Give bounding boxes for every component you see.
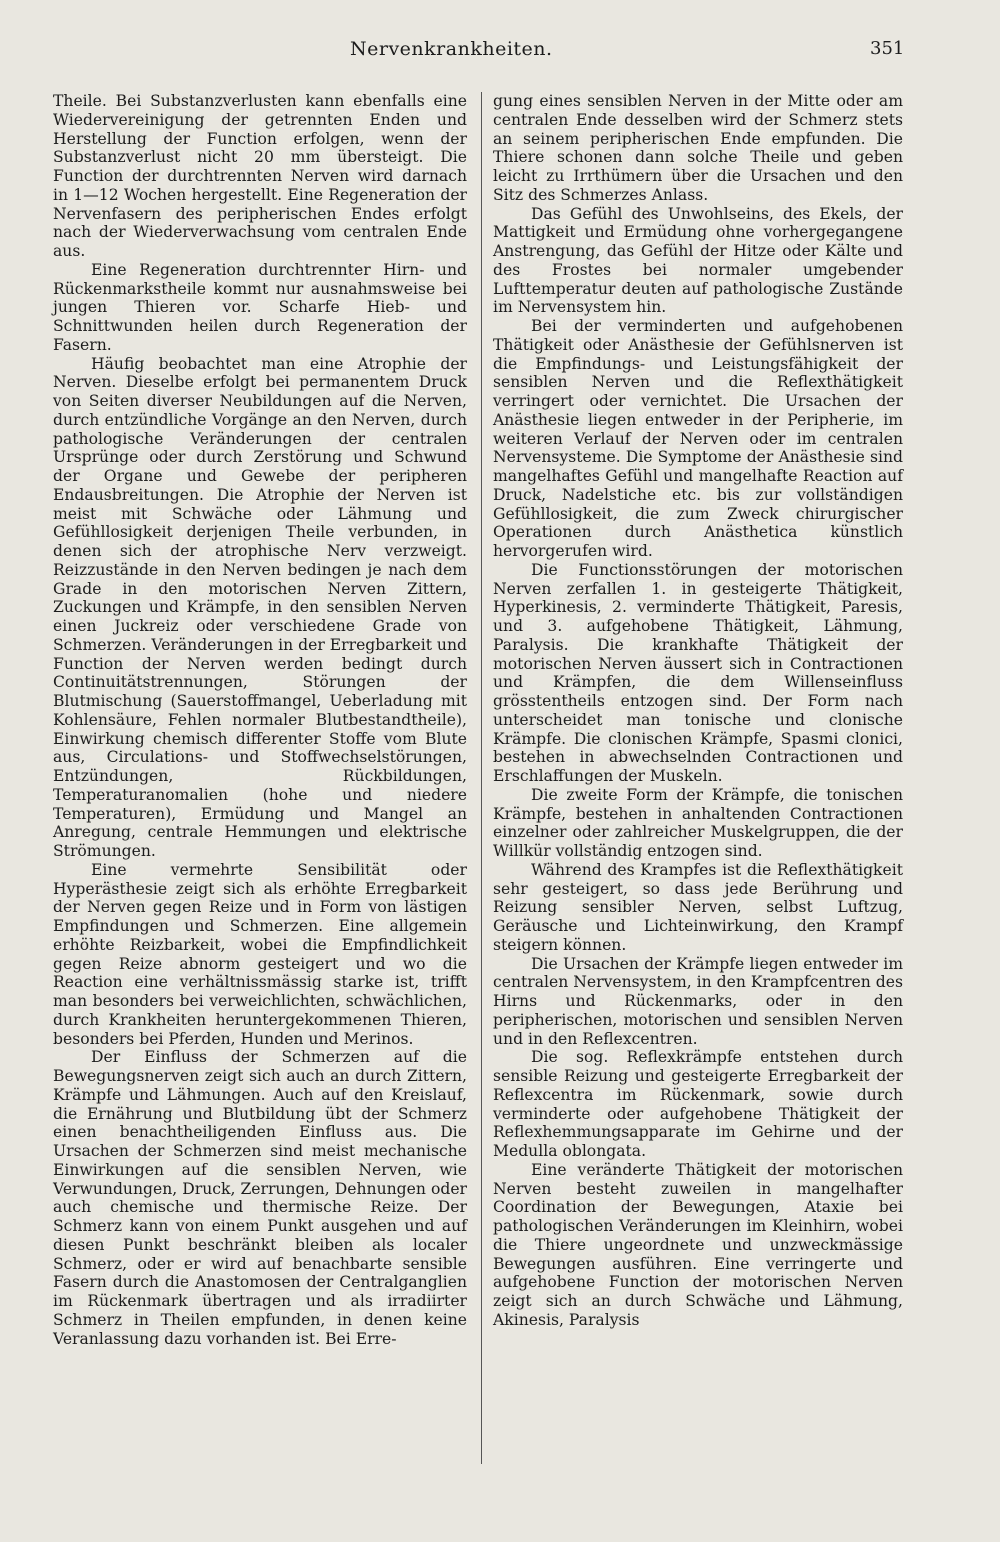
right-column: [493, 92, 903, 1330]
paragraph: Eine Regeneration durchtrennter Hirn- und Rückenmarkstheile kommt nur ausnahmsweise bei jungen Thieren vor. Scharfe Hieb- und Schnittwunden heilen durch Regeneration der Fasern.: [53, 260, 467, 354]
left-column: [53, 92, 467, 1348]
paragraph: Das Gefühl des Unwohlseins, des Ekels, der Mattigkeit und Ermüdung ohne vorhergegangene Anstrengung, das Gefühl der Hitze oder Kälte und des Frostes bei normaler umgebender Lufttemperatur deuten auf pathologische Zustände im Nervensystem hin.: [493, 204, 903, 317]
paragraph: Die Ursachen der Krämpfe liegen entweder im centralen Nervensystem, in den Krampfcentren des Hirns und Rückenmarks, oder in den peripherischen, motorischen und sensiblen Nerven und in den Reflexcentren.: [493, 954, 903, 1048]
paragraph: Theile. Bei Substanzverlusten kann ebenfalls eine Wiedervereinigung der getrennten Enden und Herstellung der Function erfolgen, wenn der Substanzverlust nicht 20 mm übersteigt. Die Function der durchtrennten Nerven wird darnach in 1—12 Wochen hergestellt. Eine Regeneration der Nervenfasern des peripherischen Endes erfolgt nach der Wiederverwachsung vom centralen Ende aus.: [53, 92, 467, 260]
paragraph: Eine veränderte Thätigkeit der motorischen Nerven besteht zuweilen in mangelhafter Coordination der Bewegungen, Ataxie bei pathologischen Veränderungen im Kleinhirn, wobei die Thiere ungeordnete und unzweckmässige Bewegungen ausführen. Eine verringerte und aufgehobene Function der motorischen Nerven zeigt sich an durch Schwäche und Lähmung, Akinesis, Paralysis: [493, 1160, 903, 1329]
page-number: 351: [870, 38, 905, 59]
paragraph: Während des Krampfes ist die Reflexthätigkeit sehr gesteigert, so dass jede Berührung und Reizung sensibler Nerven, selbst Luftzug, Geräusche und Lichteinwirkung, den Krampf steigern können.: [493, 860, 903, 954]
paragraph: Häufig beobachtet man eine Atrophie der Nerven. Dieselbe erfolgt bei permanentem Druck von Seiten diverser Neubildungen auf die Nerven, durch entzündliche Vorgänge an den Nerven, durch pathologische Veränderungen der centralen Ursprünge oder durch Zerstörung und Schwund der Organe und Gewebe der peripheren Endausbreitungen. Die Atrophie der Nerven ist meist mit Schwäche oder Lähmung und Gefühllosigkeit derjenigen Theile verbunden, in denen sich der atrophische Nerv verzweigt. Reizzustände in den Nerven bedingen je nach dem Grade in den motorischen Nerven Zittern, Zuckungen und Krämpfe, in den sensiblen Nerven einen Juckreiz oder verschiedene Grade von Schmerzen. Veränderungen in der Erregbarkeit und Function der Nerven werden bedingt durch Continuitätstrennungen, Störungen der Blutmischung (Sauerstoffmangel, Ueberladung mit Kohlensäure, Fehlen normaler Blutbestandtheile), Einwirkung chemisch differenter Stoffe vom Blute aus, Circulations- und Stoffwechselstörungen, Entzündungen, Rückbildungen, Temperaturanomalien (hohe und niedere Temperaturen), Ermüdung und Mangel an Anregung, centrale Hemmungen und elektrische Strömungen.: [53, 354, 467, 860]
running-title: Nervenkrankheiten.: [350, 38, 553, 60]
page-header: [0, 38, 1000, 68]
paragraph: Der Einfluss der Schmerzen auf die Bewegungsnerven zeigt sich auch an durch Zittern, Krämpfe und Lähmungen. Auch auf den Kreislauf, die Ernährung und Blutbildung übt der Schmerz einen benachtheiligenden Einfluss aus. Die Ursachen der Schmerzen sind meist mechanische Einwirkungen auf die sensiblen Nerven, wie Verwundungen, Druck, Zerrungen, Dehnungen oder auch chemische und thermische Reize. Der Schmerz kann von einem Punkt ausgehen und auf diesen Punkt beschränkt bleiben als localer Schmerz, oder er wird auf benachbarte sensible Fasern durch die Anastomosen der Centralganglien im Rückenmark übertragen und als irradiirter Schmerz in Theilen empfunden, in denen keine Veranlassung dazu vorhanden ist. Bei Erre-: [53, 1048, 467, 1348]
paragraph: Die zweite Form der Krämpfe, die tonischen Krämpfe, bestehen in anhaltenden Contractionen einzelner oder zahlreicher Muskelgruppen, die der Willkür vollständig entzogen sind.: [493, 785, 903, 860]
paragraph: gung eines sensiblen Nerven in der Mitte oder am centralen Ende desselben wird der Schmerz stets an seinem peripherischen Ende empfunden. Die Thiere schonen dann solche Theile und geben leicht zu Irrthümern über die Ursachen und den Sitz des Schmerzes Anlass.: [493, 92, 903, 204]
paragraph: Eine vermehrte Sensibilität oder Hyperästhesie zeigt sich als erhöhte Erregbarkeit der Nerven gegen Reize und in Form von lästigen Empfindungen und Schmerzen. Eine allgemein erhöhte Reizbarkeit, wobei die Empfindlichkeit gegen Reize abnorm gesteigert und wo die Reaction eine verhältnissmässig starke ist, trifft man besonders bei verweichlichten, schwächlichen, durch Krankheiten heruntergekommenen Thieren, besonders bei Pferden, Hunden und Merinos.: [53, 860, 467, 1048]
paragraph: Die Functionsstörungen der motorischen Nerven zerfallen 1. in gesteigerte Thätigkeit, Hyperkinesis, 2. verminderte Thätigkeit, Paresis, und 3. aufgehobene Thätigkeit, Lähmung, Paralysis. Die krankhafte Thätigkeit der motorischen Nerven äussert sich in Contractionen und Krämpfen, die dem Willenseinfluss grösstentheils entzogen sind. Der Form nach unterscheidet man tonische und clonische Krämpfe. Die clonischen Krämpfe, Spasmi clonici, bestehen in abwechselnden Contractionen und Erschlaffungen der Muskeln.: [493, 560, 903, 785]
column-divider: [481, 92, 482, 1464]
paragraph: Die sog. Reflexkrämpfe entstehen durch sensible Reizung und gesteigerte Erregbarkeit der Reflexcentra im Rückenmark, sowie durch verminderte oder aufgehobene Thätigkeit der Reflexhemmungsapparate im Gehirne und der Medulla oblongata.: [493, 1048, 903, 1160]
paragraph: Bei der verminderten und aufgehobenen Thätigkeit oder Anästhesie der Gefühlsnerven ist die Empfindungs- und Leistungsfähigkeit der sensiblen Nerven und die Reflexthätigkeit verringert oder vernichtet. Die Ursachen der Anästhesie liegen entweder in der Peripherie, im weiteren Verlauf der Nerven oder im centralen Nervensysteme. Die Symptome der Anästhesie sind mangelhaftes Gefühl und mangelhafte Reaction auf Druck, Nadelstiche etc. bis zur vollständigen Gefühllosigkeit, die zum Zweck chirurgischer Operationen durch Anästhetica künstlich hervorgerufen wird.: [493, 317, 903, 560]
